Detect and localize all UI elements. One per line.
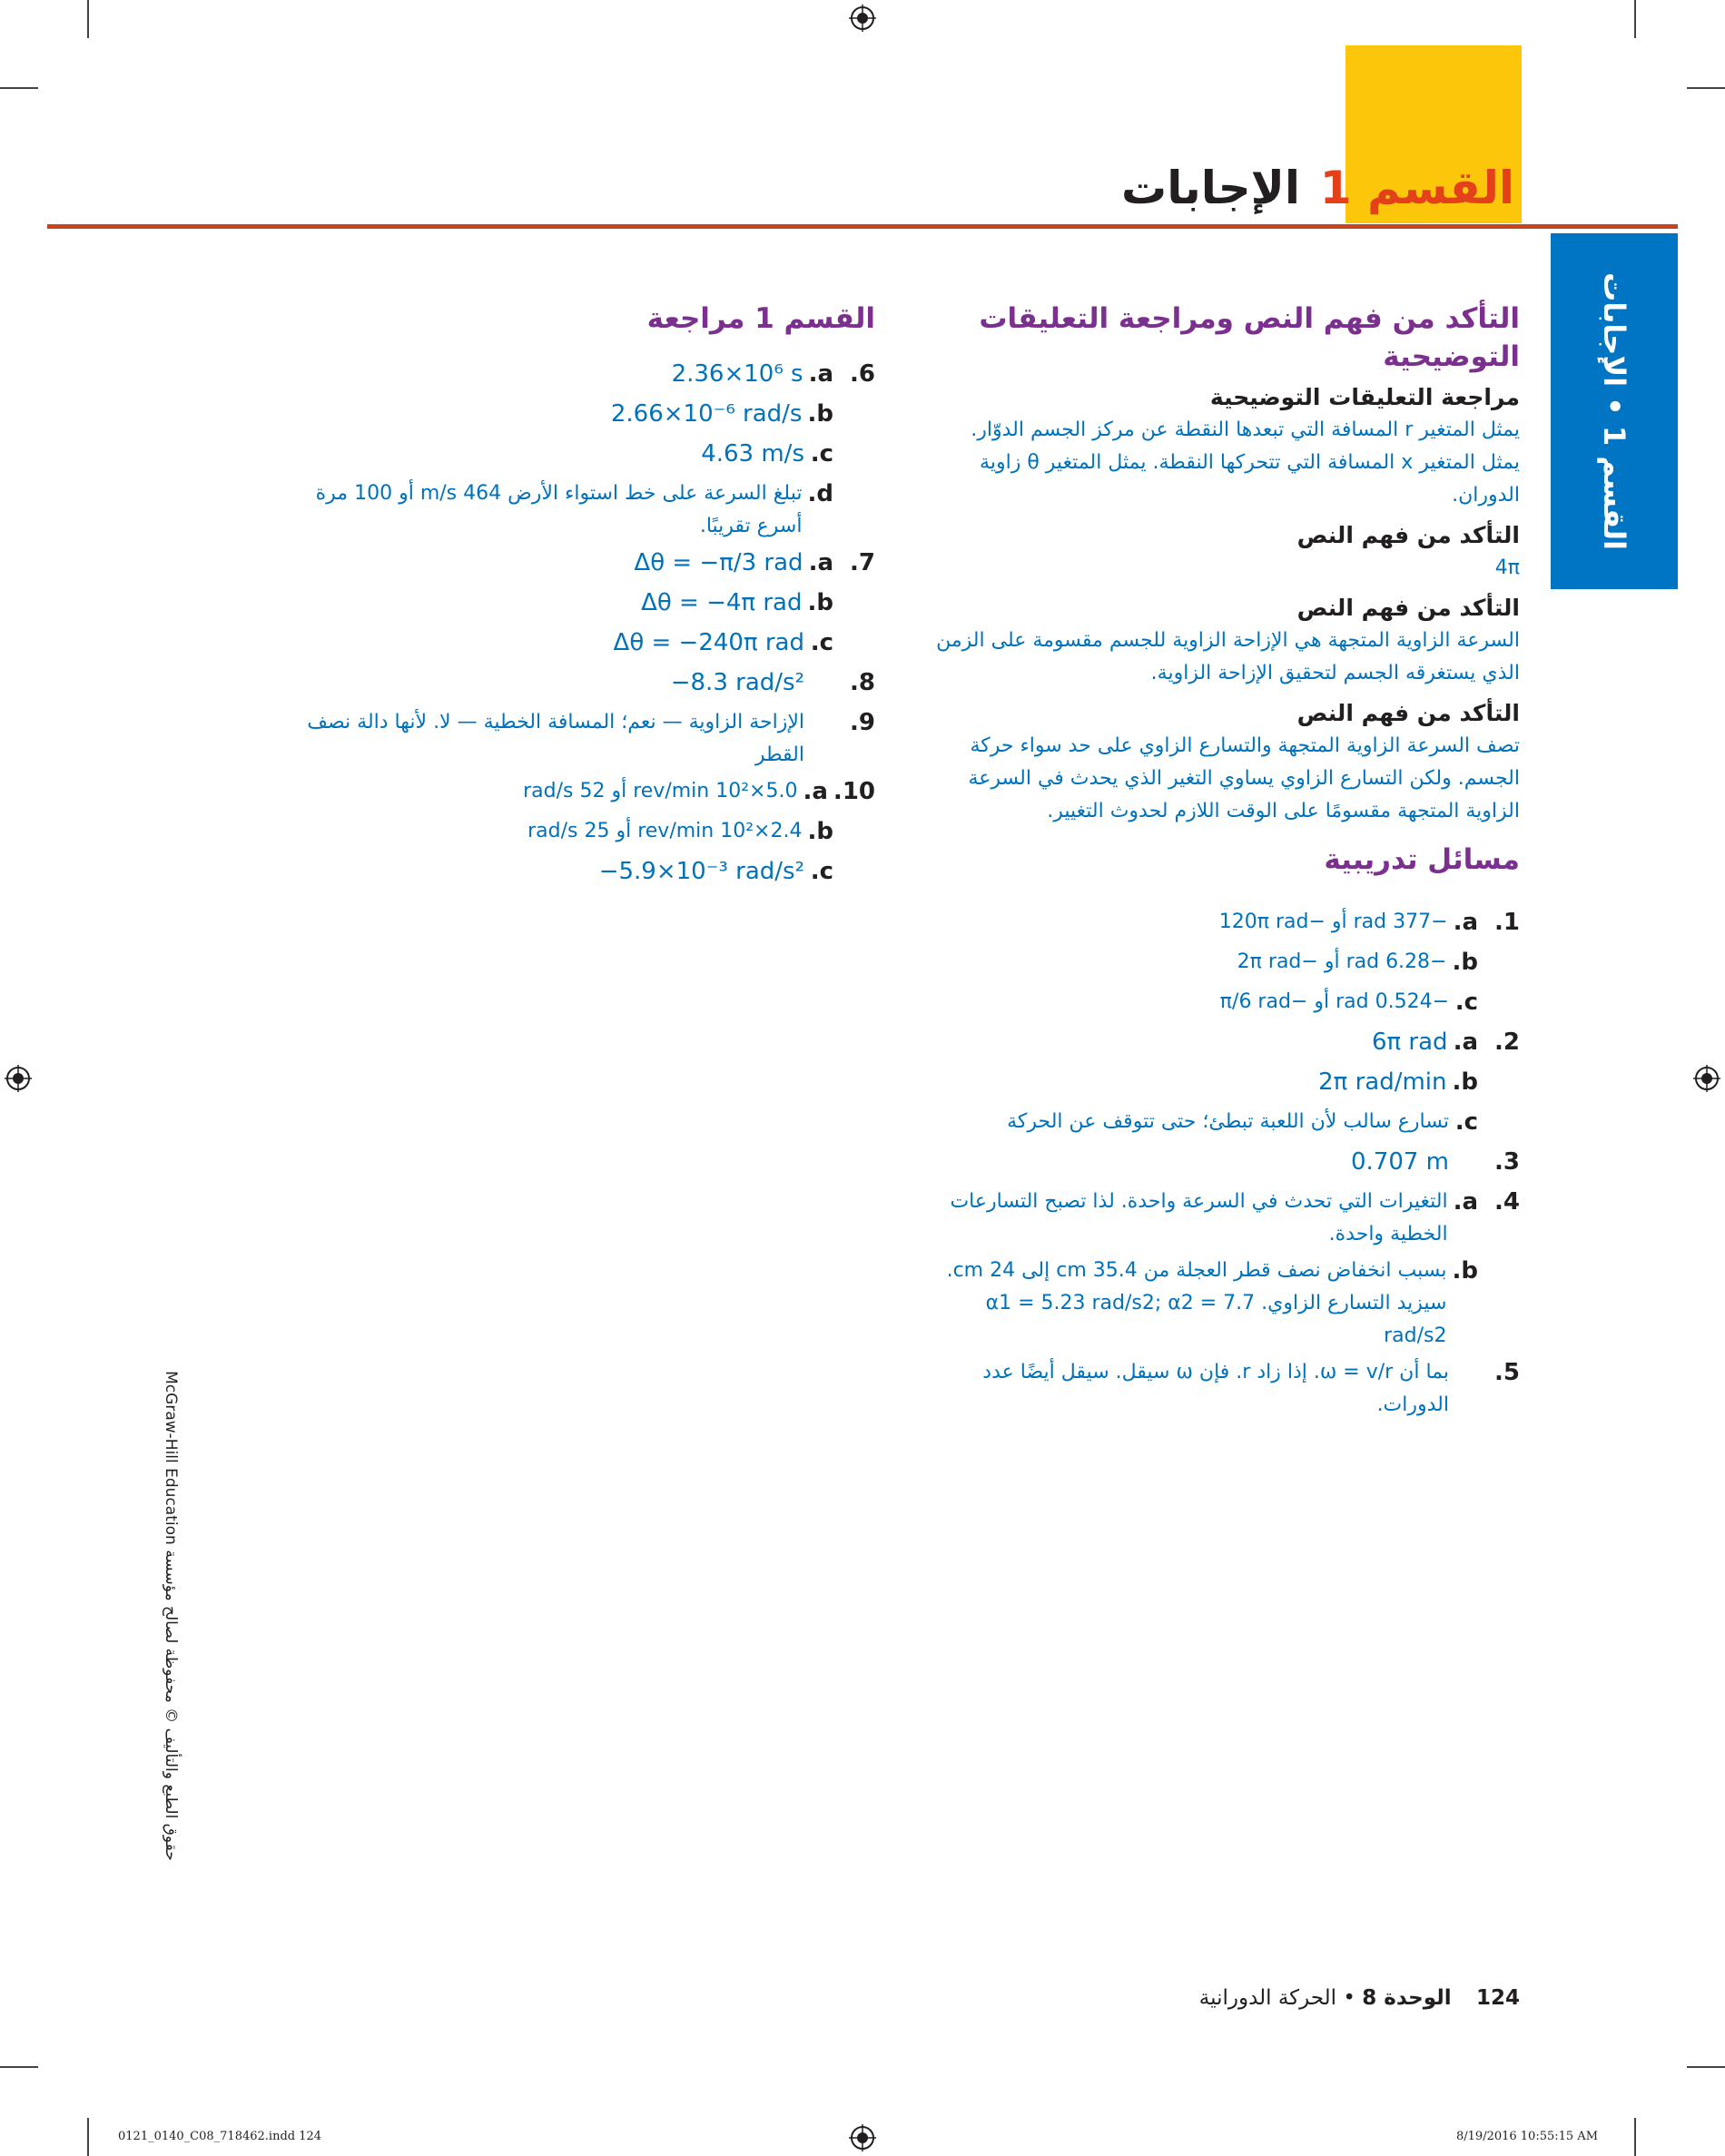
crop-mark	[87, 2118, 89, 2156]
block-text: 4π	[1494, 556, 1520, 579]
copyright-notice: حقوق الطبع والتأليف © محفوظة لصالح مؤسسة McGraw-Hill Education	[162, 1371, 180, 1861]
part-letter: b.	[1452, 1068, 1478, 1096]
block-text: السرعة الزاوية المتجهة هي الإزاحة الزاوية للجسم مقسومة على الزمن الذي يستغرقه الجسم لتحقيق الإزاحة الزاوية.	[936, 629, 1520, 684]
answer-text: −0.524 rad أو −π/6 rad	[1219, 990, 1449, 1013]
answer-row	[300, 623, 875, 663]
crop-mark	[1687, 87, 1725, 89]
part-letter: c.	[810, 440, 833, 468]
answer-row	[935, 982, 1520, 1022]
answer-block	[935, 519, 1520, 585]
part-letter: a.	[808, 549, 833, 576]
question-number: 3.	[1494, 1148, 1520, 1176]
answer-row	[300, 434, 875, 474]
answer-row	[935, 902, 1520, 942]
part-letter: b.	[807, 400, 833, 428]
question-number: 6.	[850, 360, 875, 388]
question-number: 8.	[850, 669, 875, 696]
answer-row	[935, 1022, 1520, 1062]
answer-text: −5.9×10⁻³ rad/s²	[598, 858, 804, 885]
answer-text: 2.4×10² rev/min أو 25 rad/s	[527, 820, 803, 842]
section-label: القسم 1	[1319, 162, 1514, 214]
unit-title: • الحركة الدورانية	[1198, 1986, 1355, 2010]
question-number: 7.	[850, 549, 875, 576]
answer-block	[935, 381, 1520, 512]
slug-timestamp: 8/19/2016 10:55:15 AM	[1456, 2130, 1599, 2143]
part-letter: b.	[807, 589, 833, 616]
part-letter: a.	[1453, 909, 1478, 936]
answer-text: بسبب انخفاض نصف قطر العجلة من 35.4 cm إلى 24 cm. سيزيد التسارع الزاوي. α1 = 5.23 rad/s2; α2 = 7.7 rad/s2	[946, 1259, 1447, 1347]
crop-mark	[0, 2066, 38, 2068]
section-heading: التأكد من فهم النص ومراجعة التعليقات التوضيحية	[979, 302, 1520, 373]
answer-row	[300, 852, 875, 891]
crop-mark	[0, 87, 38, 89]
answer-row	[300, 812, 875, 852]
answer-row	[300, 703, 875, 772]
answer-row	[935, 1251, 1520, 1353]
part-letter: c.	[1454, 1108, 1478, 1136]
crop-mark	[1634, 0, 1636, 38]
block-title: مراجعة التعليقات التوضيحية	[1209, 384, 1520, 410]
answer-row	[300, 772, 875, 812]
answer-row	[300, 543, 875, 583]
answer-text: 0.707 m	[1350, 1148, 1449, 1176]
part-letter: c.	[810, 858, 833, 885]
crop-mark	[87, 0, 89, 38]
question-number: 4.	[1494, 1188, 1520, 1216]
registration-mark-icon	[5, 1065, 32, 1092]
part-letter: a.	[1453, 1188, 1478, 1216]
answer-row	[935, 1142, 1520, 1182]
part-letter: d.	[807, 480, 833, 507]
answer-text: 2.36×10⁶ s	[671, 360, 803, 388]
right-column	[935, 300, 1520, 1422]
part-letter: c.	[810, 629, 833, 656]
registration-mark-icon	[849, 5, 876, 32]
answer-text: 2π rad/min	[1318, 1068, 1447, 1096]
answer-text: الإزاحة الزاوية — نعم؛ المسافة الخطية — لا. لأنها دالة نصف القطر	[307, 711, 804, 766]
answer-row	[300, 474, 875, 543]
left-column	[300, 300, 875, 891]
registration-mark-icon	[849, 2124, 876, 2151]
question-number: 2.	[1494, 1029, 1520, 1056]
answer-text: −377 rad أو −120π rad	[1218, 911, 1448, 933]
answer-text: بما أن ω = v/r. إذا زاد r. فإن ω سيقل. سيقل أيضًا عدد الدورات.	[982, 1361, 1449, 1416]
block-title: التأكد من فهم النص	[1296, 700, 1520, 726]
answer-row	[935, 1062, 1520, 1102]
block-text: تصف السرعة الزاوية المتجهة والتسارع الزاوي على حد سواء حركة الجسم. ولكن التسارع الزاوي يساوي التغير الذي يحدث في السرعة الزاوية المتجهة مقسومًا على الوقت اللازم لحدوث التغيير.	[968, 734, 1520, 822]
answer-row	[300, 394, 875, 434]
answer-row	[935, 1182, 1520, 1251]
page-number: 124	[1475, 1986, 1520, 2010]
part-letter: b.	[807, 818, 833, 845]
part-letter: a.	[1453, 1029, 1478, 1056]
answer-text: Δθ = −π/3 rad	[634, 549, 803, 576]
answer-text: 2.66×10⁻⁶ rad/s	[610, 400, 803, 428]
answer-text: التغيرات التي تحدث في السرعة واحدة. لذا تصبح التسارعات الخطية واحدة.	[950, 1190, 1448, 1245]
practice-heading: مسائل تدريبية	[1324, 843, 1520, 876]
answer-text: 5.0×10² rev/min أو 52 rad/s	[523, 780, 798, 802]
question-number: 5.	[1494, 1359, 1520, 1386]
unit-label: الوحدة 8	[1362, 1986, 1452, 2010]
crop-mark	[1634, 2118, 1636, 2156]
answer-text: تسارع سالب لأن اللعبة تبطئ؛ حتى تتوقف عن الحركة	[1007, 1110, 1449, 1133]
answer-row	[935, 942, 1520, 982]
question-number: 9.	[850, 709, 875, 736]
question-number: 10.	[833, 778, 875, 805]
part-letter: a.	[803, 778, 828, 805]
block-text: يمثل المتغير r المسافة التي تبعدها النقطة عن مركز الجسم الدوّار. يمثل المتغير x المسافة التي تتحركها النقطة. يمثل المتغير θ زاوية الدوران.	[971, 418, 1520, 507]
answer-row	[935, 1353, 1520, 1422]
block-title: التأكد من فهم النص	[1296, 595, 1520, 621]
part-letter: c.	[1454, 989, 1478, 1016]
page-footer	[1199, 1986, 1520, 2010]
slug-filename: 0121_0140_C08_718462.indd 124	[118, 2130, 322, 2143]
registration-mark-icon	[1693, 1065, 1720, 1092]
answer-row	[300, 583, 875, 623]
answer-text: Δθ = −240π rad	[613, 629, 804, 656]
part-letter: b.	[1452, 1257, 1478, 1285]
answer-row	[300, 663, 875, 703]
answer-text: −8.3 rad/s²	[670, 669, 804, 696]
answer-text: Δθ = −4π rad	[641, 589, 803, 616]
page-title: الإجابات	[1121, 162, 1300, 214]
answer-text: تبلغ السرعة على خط استواء الأرض 464 m/s أو 100 مرة أسرع تقريبًا.	[315, 482, 803, 537]
header-rule	[47, 224, 1678, 229]
part-letter: b.	[1452, 949, 1478, 976]
answer-block	[935, 697, 1520, 828]
answer-row	[300, 354, 875, 394]
review-heading: القسم 1 مراجعة	[646, 302, 875, 335]
crop-mark	[1687, 2066, 1725, 2068]
answer-row	[935, 1102, 1520, 1142]
part-letter: a.	[808, 360, 833, 388]
block-title: التأكد من فهم النص	[1296, 522, 1520, 548]
answer-text: 4.63 m/s	[701, 440, 804, 468]
answer-block	[935, 592, 1520, 690]
side-tab-label: القسم 1 • الإجابات	[1597, 272, 1631, 550]
question-number: 1.	[1494, 909, 1520, 936]
answer-text: 6π rad	[1371, 1029, 1448, 1056]
answer-text: −6.28 rad أو −2π rad	[1237, 950, 1447, 973]
